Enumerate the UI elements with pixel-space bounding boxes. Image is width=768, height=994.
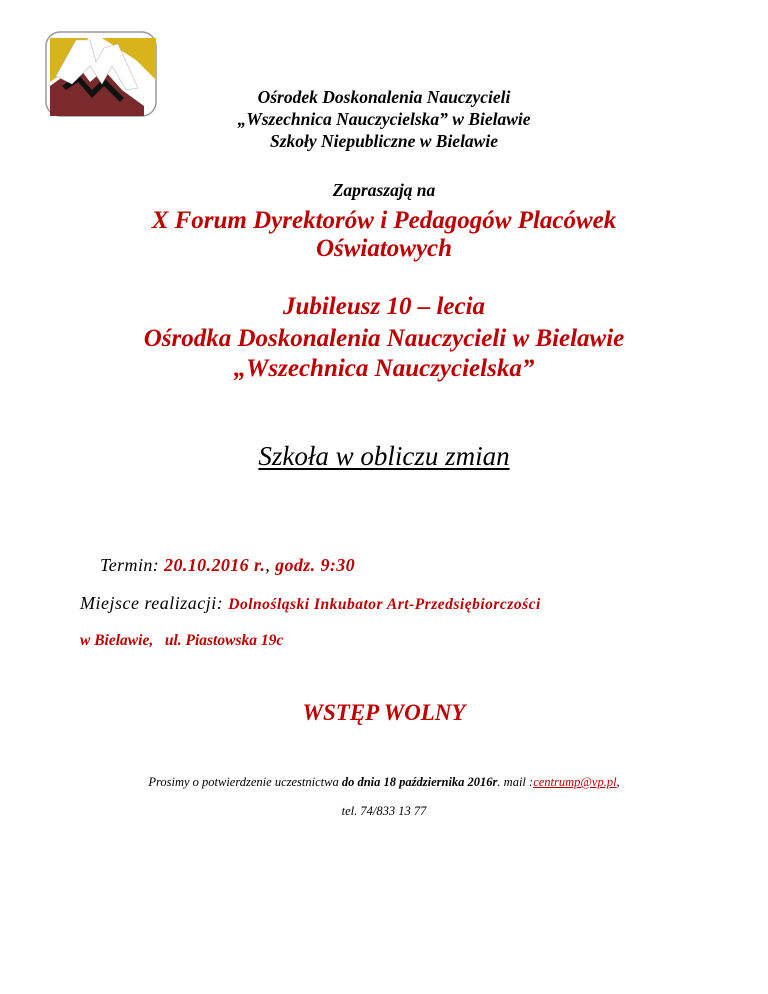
term-separator: ,: [265, 555, 276, 575]
phone-number: tel. 74/833 13 77: [341, 804, 427, 818]
forum-title-line2: Oświatowych: [315, 235, 453, 262]
org-name-line2: „Wszechnica Nauczycielska” w Bielawie: [237, 109, 531, 129]
free-entry-notice: WSTĘP WOLNY: [302, 700, 466, 725]
confirm-deadline: do dnia 18 października 2016r: [341, 775, 498, 789]
email-link[interactable]: centrump@vp.pl: [533, 775, 617, 789]
org-name-line3: Szkoły Niepubliczne w Bielawie: [270, 131, 498, 151]
term-time: godz. 9:30: [275, 555, 356, 575]
place-value: Dolnośląski Inkubator Art-Przedsiębiorczości: [228, 596, 541, 613]
event-theme: Szkoła w obliczu zmian: [258, 441, 510, 471]
jubilee-line1: Jubileusz 10 – lecia: [282, 293, 486, 320]
event-place: [80, 593, 541, 614]
term-label: Termin:: [100, 555, 165, 575]
forum-title-line1: X Forum Dyrektorów i Pedagogów Placówek: [151, 207, 617, 234]
event-term: [100, 555, 355, 576]
jubilee-line3: „Wszechnica Nauczycielska”: [233, 355, 535, 382]
confirm-text: Prosimy o potwierdzenie uczestnictwa: [148, 775, 342, 789]
org-name-line1: Ośrodek Doskonalenia Nauczycieli: [257, 87, 511, 107]
confirm-trailing: ,: [616, 775, 620, 789]
invite-text: Zapraszają na: [332, 180, 436, 200]
confirm-mail-label: . mail :: [497, 775, 534, 789]
confirmation-note: [0, 775, 768, 790]
jubilee-line2: Ośrodka Doskonalenia Nauczycieli w Bielawie: [143, 325, 625, 352]
term-date: 20.10.2016 r.: [164, 555, 266, 575]
place-address: w Bielawie, ul. Piastowska 19c: [80, 632, 284, 649]
place-label: Miejsce realizacji:: [80, 593, 229, 613]
